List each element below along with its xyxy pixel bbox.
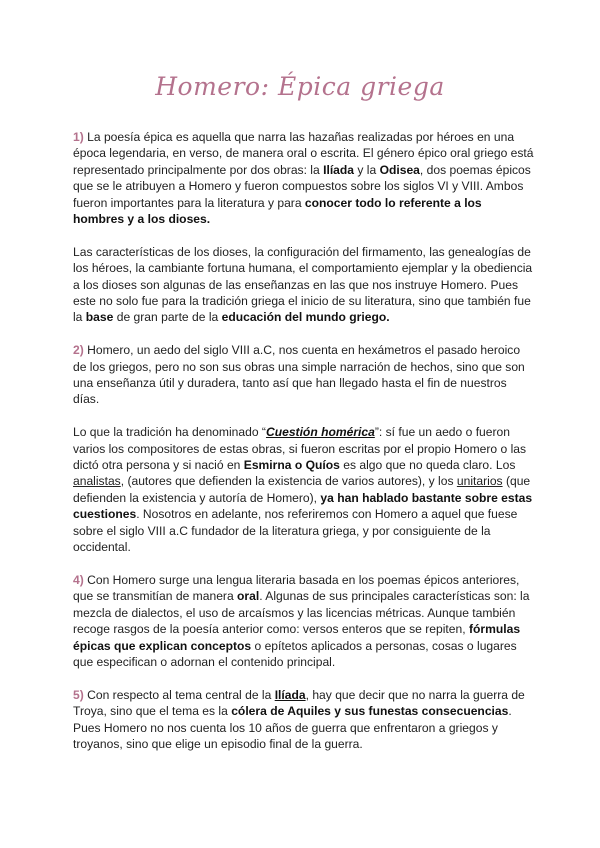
bold-text: ya han hablado bastante sobre estas cuestiones <box>73 490 533 522</box>
text-span: Con Homero surge una lengua literaria basada en los poemas épicos anteriores, que se transmitían de manera <box>73 572 520 604</box>
text-span: de gran parte de la <box>113 310 222 325</box>
text-span: . Algunas de sus principales características son: la mezcla de dialectos, el uso de arcaísmos y las licencias métricas. Aunque también recoge rasgos de la poesía anterior como: versos enteros que se repiten, <box>73 589 530 637</box>
bold-text: Odisea <box>379 162 420 177</box>
text-span: Lo que la tradición ha denominado “ <box>73 425 266 440</box>
paragraph-6 <box>73 687 535 753</box>
bold-text: oral <box>237 589 260 604</box>
paragraph-1 <box>73 129 535 227</box>
bold-underlined-text: Cuestión homérica <box>265 425 375 440</box>
section-number: 5) <box>73 687 84 702</box>
text-span: ”: sí fue un aedo o fueron varios los compositores de estas obras, si fueron escritas por el propio Homero o las dictó otra persona y si nació en <box>73 425 527 473</box>
page-title: Homero: Épica griega <box>155 72 445 101</box>
text-span: (que defienden la existencia y autoría de Homero), <box>73 474 531 505</box>
text-span: Con respecto al tema central de la <box>83 687 275 702</box>
paragraph-5 <box>73 572 535 670</box>
bold-text: fórmulas épicas que explican conceptos <box>73 622 521 653</box>
bold-text: cólera de Aquiles y sus funestas consecuencias <box>231 704 509 719</box>
section-number: 1) <box>73 130 84 144</box>
text-span: y la <box>354 162 380 177</box>
section-number: 4) <box>73 572 84 587</box>
section-number: 2) <box>73 343 84 358</box>
text-span: , hay que decir que no narra la guerra de Troya, sino que el tema es la <box>73 687 525 719</box>
text-span: Homero, un aedo del siglo VIII a.C, nos cuenta en hexámetros el pasado heroico de los griegos, pero no son sus obras una simple narración de hechos, sino que son una enseñanza útil y duradera, tanto así que han llegado hasta el fin de nuestros días. <box>73 343 525 407</box>
bold-text: conocer todo lo referente a los hombres y a los dioses. <box>73 195 482 227</box>
paragraph-4 <box>73 424 535 555</box>
underlined-text: analistas <box>73 474 121 489</box>
text-span: La poesía épica es aquella que narra las hazañas realizadas por héroes en una época legendaria, en verso, de manera oral o escrita. El género épico oral griego está representado principalmente por dos obras: la <box>73 130 534 177</box>
bold-text: Esmirna o Quíos <box>243 458 340 473</box>
paragraph-3 <box>73 342 535 408</box>
bold-text: base <box>85 310 114 325</box>
text-span: . Pues Homero no nos cuenta los 10 años de guerra que enfrentaron a griegos y troyanos, sino que elige un episodio final de la guerra. <box>73 704 512 751</box>
bold-underlined-text: Ilíada <box>274 687 306 702</box>
text-span: es algo que no queda claro. Los <box>339 458 516 473</box>
text-span: , dos poemas épicos que se le atribuyen a Homero y fueron compuestos sobre los siglos VI y VIII. Ambos fueron importantes para la literatura y para <box>73 162 531 210</box>
text-span: Las características de los dioses, la configuración del firmamento, las genealogías de los héroes, la cambiante fortuna humana, el comportamiento ejemplar y la obediencia a los dioses son algunas de las enseñanzas en las que nos instruye Homero. Pues este no solo fue para la tradición griega el inicio de su literatura, sino que también fue la <box>73 244 533 325</box>
paragraph-2 <box>73 244 535 326</box>
text-span: , (autores que defienden la existencia de varios autores), y los <box>120 474 457 489</box>
bold-text: Ilíada <box>323 162 355 177</box>
bold-text: educación del mundo griego. <box>221 310 390 325</box>
text-span: o epítetos aplicados a personas, cosas o lugares que especifican o adornan el contenido principal. <box>73 638 517 669</box>
text-span: . Nosotros en adelante, nos referiremos con Homero a aquel que fuese sobre el siglo VIII a.C fundador de la literatura griega, y por consiguiente de la occidental. <box>73 507 518 555</box>
document-body <box>73 129 535 769</box>
underlined-text: unitarios <box>456 474 503 489</box>
